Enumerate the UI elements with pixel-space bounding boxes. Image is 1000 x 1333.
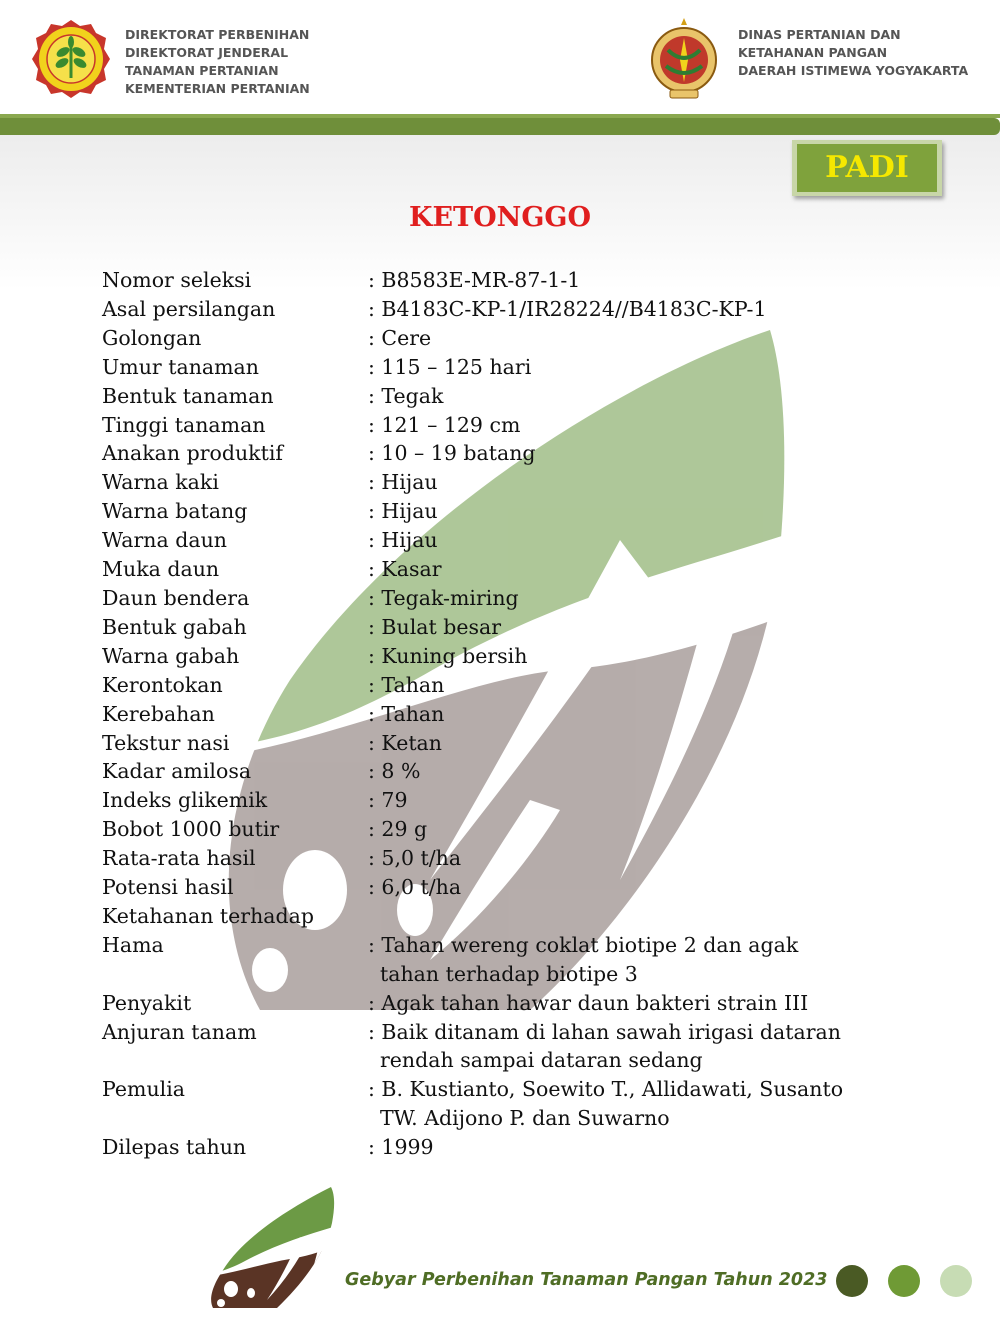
- spec-value-cell: [368, 584, 858, 613]
- specification-table: [102, 266, 858, 1162]
- spec-row: [102, 295, 858, 324]
- spec-value: : B. Kustianto, Soewito T., Allidawati, Susanto TW. Adijono P. dan Suwarno: [368, 1077, 844, 1131]
- spec-key: Umur tanaman: [102, 354, 259, 379]
- footer-dot: [888, 1265, 920, 1297]
- spec-value-cell: [368, 266, 858, 295]
- spec-value: : Bulat besar: [368, 614, 502, 639]
- header-divider: [0, 118, 1000, 135]
- spec-value-cell: [368, 902, 858, 931]
- spec-value-cell: [368, 1075, 858, 1133]
- spec-value: : Kasar: [368, 557, 442, 582]
- spec-row: [102, 353, 858, 382]
- spec-value-cell: [368, 786, 858, 815]
- spec-key: Dilepas tahun: [102, 1135, 247, 1160]
- spec-row: [102, 700, 858, 729]
- category-badge: [792, 140, 942, 196]
- spec-value: : 1999: [368, 1135, 434, 1160]
- spec-key: Golongan: [102, 325, 202, 350]
- spec-value: : 29 g: [368, 817, 428, 842]
- spec-value-cell: [368, 497, 858, 526]
- spec-value: : Tegak-miring: [368, 585, 519, 610]
- spec-value: : B4183C-KP-1/IR28224//B4183C-KP-1: [368, 296, 767, 321]
- spec-key: Asal persilangan: [102, 296, 276, 321]
- spec-value: : 79: [368, 788, 408, 813]
- spec-row: [102, 1075, 858, 1133]
- spec-key: Bentuk gabah: [102, 614, 247, 639]
- header-left-line: TANAMAN PERTANIAN: [125, 63, 279, 78]
- spec-value-cell: [368, 1018, 858, 1076]
- spec-value: : Kuning bersih: [368, 643, 528, 668]
- spec-key: Potensi hasil: [102, 875, 234, 900]
- footer-leaf-logo-icon: [205, 1185, 340, 1310]
- footer-dot: [836, 1265, 868, 1297]
- spec-row: [102, 266, 858, 295]
- spec-value-cell: [368, 295, 858, 324]
- spec-value-cell: [368, 324, 858, 353]
- header-right-line: DAERAH ISTIMEWA YOGYAKARTA: [738, 63, 969, 78]
- spec-key: Pemulia: [102, 1077, 185, 1102]
- spec-value: : 5,0 t/ha: [368, 846, 462, 871]
- spec-value-cell: [368, 700, 858, 729]
- spec-key: Daun bendera: [102, 585, 250, 610]
- spec-row: [102, 382, 858, 411]
- spec-value: : Hijau: [368, 528, 438, 553]
- spec-row: [102, 729, 858, 758]
- spec-row: [102, 439, 858, 468]
- spec-key: Kerebahan: [102, 701, 215, 726]
- spec-key: Tekstur nasi: [102, 730, 230, 755]
- spec-value: : Tegak: [368, 383, 444, 408]
- spec-key: Bentuk tanaman: [102, 383, 274, 408]
- spec-row: [102, 584, 858, 613]
- footer-dot: [940, 1265, 972, 1297]
- spec-row: [102, 815, 858, 844]
- spec-row: [102, 642, 858, 671]
- spec-key: Bobot 1000 butir: [102, 817, 280, 842]
- spec-value: : Tahan: [368, 701, 445, 726]
- spec-value-cell: [368, 613, 858, 642]
- spec-key: Warna kaki: [102, 470, 219, 495]
- spec-row: [102, 671, 858, 700]
- spec-value-cell: [368, 815, 858, 844]
- spec-key: Rata-rata hasil: [102, 846, 256, 871]
- spec-row: [102, 468, 858, 497]
- spec-value: : Hijau: [368, 470, 438, 495]
- spec-value: : B8583E-MR-87-1-1: [368, 268, 581, 292]
- spec-row: [102, 902, 858, 931]
- spec-value-cell: [368, 439, 858, 468]
- header-left-line: KEMENTERIAN PERTANIAN: [125, 81, 310, 96]
- spec-value-cell: [368, 989, 858, 1018]
- spec-value: : Hijau: [368, 499, 438, 524]
- spec-value-cell: [368, 642, 858, 671]
- spec-value: : 115 – 125 hari: [368, 354, 532, 379]
- spec-key: Warna daun: [102, 528, 228, 553]
- spec-row: [102, 931, 858, 989]
- spec-key: Kerontokan: [102, 672, 223, 697]
- spec-value-cell: [368, 1133, 858, 1162]
- spec-value-cell: [368, 931, 858, 989]
- variety-title: KETONGGO: [409, 202, 591, 233]
- kementan-logo-icon: [30, 18, 112, 100]
- spec-row: [102, 613, 858, 642]
- spec-row: [102, 844, 858, 873]
- spec-key: Ketahanan terhadap: [102, 903, 314, 928]
- spec-value-cell: [368, 411, 858, 440]
- diy-coat-of-arms-icon: [648, 16, 720, 102]
- spec-row: [102, 786, 858, 815]
- spec-key: Kadar amilosa: [102, 759, 252, 784]
- spec-key: Muka daun: [102, 557, 220, 582]
- spec-value-cell: [368, 555, 858, 584]
- spec-row: [102, 324, 858, 353]
- spec-value: : Tahan wereng coklat biotipe 2 dan agak tahan terhadap biotipe 3: [368, 932, 799, 986]
- spec-row: [102, 497, 858, 526]
- spec-value: : Tahan: [368, 672, 445, 697]
- spec-key: Nomor seleksi: [102, 268, 252, 292]
- spec-value: : Ketan: [368, 730, 442, 755]
- spec-value-cell: [368, 757, 858, 786]
- spec-value: : 10 – 19 batang: [368, 441, 536, 466]
- spec-value: : Agak tahan hawar daun bakteri strain III: [368, 990, 809, 1015]
- header-right-institution: [738, 26, 968, 80]
- spec-row: [102, 526, 858, 555]
- spec-value-cell: [368, 526, 858, 555]
- spec-value: : Cere: [368, 325, 432, 350]
- spec-value-cell: [368, 353, 858, 382]
- spec-key: Anjuran tanam: [102, 1019, 257, 1044]
- header-left-institution: [125, 26, 310, 98]
- header-left-line: DIREKTORAT PERBENIHAN: [125, 27, 310, 42]
- spec-row: [102, 757, 858, 786]
- spec-row: [102, 555, 858, 584]
- spec-row: [102, 1018, 858, 1076]
- spec-value-cell: [368, 844, 858, 873]
- footer-event-title: Gebyar Perbenihan Tanaman Pangan Tahun 2023: [345, 1270, 828, 1290]
- spec-value: : 121 – 129 cm: [368, 412, 521, 437]
- spec-key: Tinggi tanaman: [102, 412, 266, 437]
- spec-value: : 6,0 t/ha: [368, 875, 462, 900]
- spec-key: Warna batang: [102, 499, 248, 524]
- spec-row: [102, 989, 858, 1018]
- spec-value: : Baik ditanam di lahan sawah irigasi dataran rendah sampai dataran sedang: [368, 1019, 841, 1073]
- header-left-line: DIREKTORAT JENDERAL: [125, 45, 289, 60]
- spec-key: Indeks glikemik: [102, 788, 268, 813]
- spec-key: Warna gabah: [102, 643, 240, 668]
- header-right-line: KETAHANAN PANGAN: [738, 45, 888, 60]
- header-right-line: DINAS PERTANIAN DAN: [738, 27, 901, 42]
- spec-value: : 8 %: [368, 759, 421, 784]
- spec-key: Anakan produktif: [102, 441, 283, 466]
- spec-value-cell: [368, 729, 858, 758]
- spec-value-cell: [368, 468, 858, 497]
- spec-value-cell: [368, 382, 858, 411]
- spec-value-cell: [368, 873, 858, 902]
- spec-row: [102, 1133, 858, 1162]
- spec-row: [102, 873, 858, 902]
- spec-key: Hama: [102, 932, 164, 957]
- spec-value-cell: [368, 671, 858, 700]
- spec-key: Penyakit: [102, 990, 192, 1015]
- category-badge-label: PADI: [797, 144, 937, 192]
- spec-row: [102, 411, 858, 440]
